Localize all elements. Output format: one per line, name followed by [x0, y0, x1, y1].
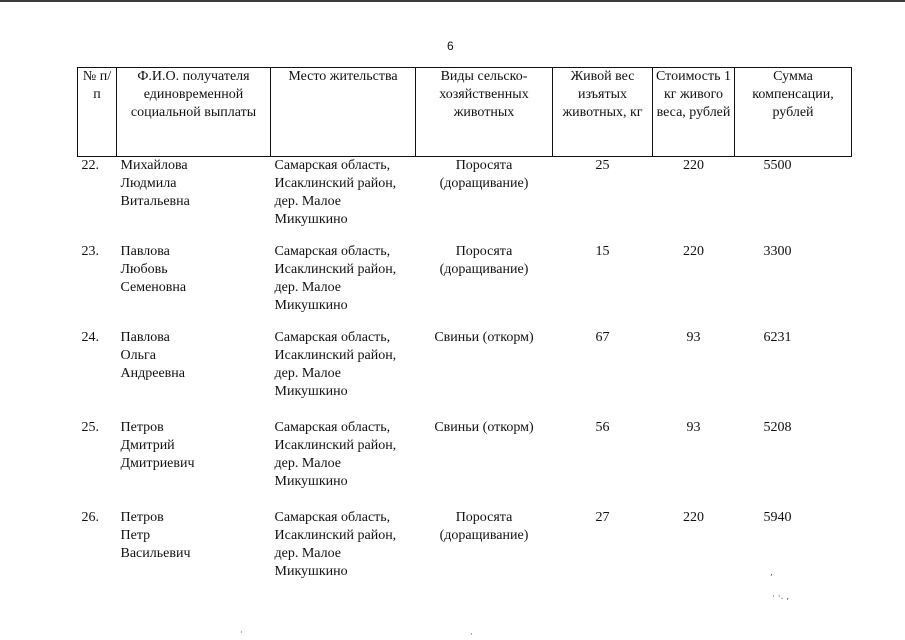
name-patronymic: Андреевна [120, 366, 185, 381]
table-row [78, 329, 852, 401]
row-compensation: 5208 [763, 420, 792, 435]
row-cost-per-kg: 220 [683, 158, 704, 173]
header-name: Ф.И.О. получателя единовременной социальной выплаты [117, 68, 271, 157]
row-residence: Самарская область, Исаклинский район, дер. Малое Микушкино [274, 330, 397, 399]
row-num: 22. [81, 158, 99, 173]
row-cost-per-kg: 220 [683, 244, 704, 259]
name-first: Дмитрий [120, 438, 175, 453]
row-compensation: 5940 [763, 510, 792, 525]
row-name [117, 157, 271, 230]
row-animal-type: Свиньи (откорм) [434, 330, 534, 345]
row-live-weight: 15 [595, 244, 610, 259]
row-animal-type: Поросята (доращивание) [439, 510, 529, 543]
name-first: Петр [120, 528, 151, 543]
row-name [117, 419, 271, 491]
row-residence: Самарская область, Исаклинский район, дер. Малое Микушкино [274, 158, 397, 227]
top-rule [0, 0, 905, 2]
row-spacer [78, 229, 852, 243]
row-animal-type: Поросята (доращивание) [439, 244, 529, 277]
name-first: Любовь [120, 262, 168, 277]
page-number: 6 [447, 39, 454, 53]
scan-speck: · [470, 630, 473, 640]
row-spacer [78, 491, 852, 509]
row-cost-per-kg: 93 [686, 330, 701, 345]
header-animal-type: Виды сельско-хозяйственных животных [416, 68, 553, 157]
row-live-weight: 67 [595, 330, 610, 345]
row-spacer [78, 315, 852, 329]
name-first: Людмила [120, 176, 177, 191]
row-animal-type: Свиньи (откорм) [434, 420, 534, 435]
name-patronymic: Васильевич [120, 546, 191, 561]
header-row [78, 68, 852, 157]
row-spacer [78, 401, 852, 419]
row-live-weight: 27 [595, 510, 610, 525]
row-num: 25. [81, 420, 99, 435]
row-num: 23. [81, 244, 99, 259]
name-first: Ольга [120, 348, 156, 363]
row-compensation: 5500 [763, 158, 792, 173]
row-compensation: 6231 [763, 330, 792, 345]
header-live-weight: Живой вес изъятых животных, кг [553, 68, 653, 157]
row-residence: Самарская область, Исаклинский район, дер. Малое Микушкино [274, 420, 397, 489]
name-patronymic: Дмитриевич [120, 456, 195, 471]
row-animal-type: Поросята (доращивание) [439, 158, 529, 191]
row-num: 24. [81, 330, 99, 345]
name-last: Павлова [120, 244, 170, 259]
compensation-table [77, 67, 852, 581]
name-last: Петров [120, 420, 164, 435]
row-live-weight: 25 [595, 158, 610, 173]
row-name [117, 509, 271, 581]
header-num: № п/п [78, 68, 117, 157]
table-row [78, 509, 852, 581]
header-residence: Место жительства [271, 68, 416, 157]
table-header [78, 68, 852, 157]
scan-speck: · [240, 628, 243, 638]
row-residence: Самарская область, Исаклинский район, дер. Малое Микушкино [274, 244, 397, 313]
scan-speck: , [770, 568, 773, 578]
name-last: Михайлова [120, 158, 188, 173]
table-row [78, 419, 852, 491]
row-cost-per-kg: 220 [683, 510, 704, 525]
row-num: 26. [81, 510, 99, 525]
row-residence: Самарская область, Исаклинский район, дер. Малое Микушкино [274, 510, 397, 579]
row-name [117, 329, 271, 401]
name-last: Петров [120, 510, 164, 525]
table-body [78, 157, 852, 582]
table-row [78, 243, 852, 315]
row-cost-per-kg: 93 [686, 420, 701, 435]
name-patronymic: Витальевна [120, 194, 190, 209]
row-live-weight: 56 [595, 420, 610, 435]
header-cost-per-kg: Стоимость 1 кг живого веса, рублей [653, 68, 735, 157]
row-compensation: 3300 [763, 244, 792, 259]
scan-speck: · ·. , [772, 592, 790, 602]
name-patronymic: Семеновна [120, 280, 187, 295]
header-compensation: Сумма компенсации, рублей [735, 68, 852, 157]
table-row [78, 157, 852, 230]
row-name [117, 243, 271, 315]
name-last: Павлова [120, 330, 170, 345]
